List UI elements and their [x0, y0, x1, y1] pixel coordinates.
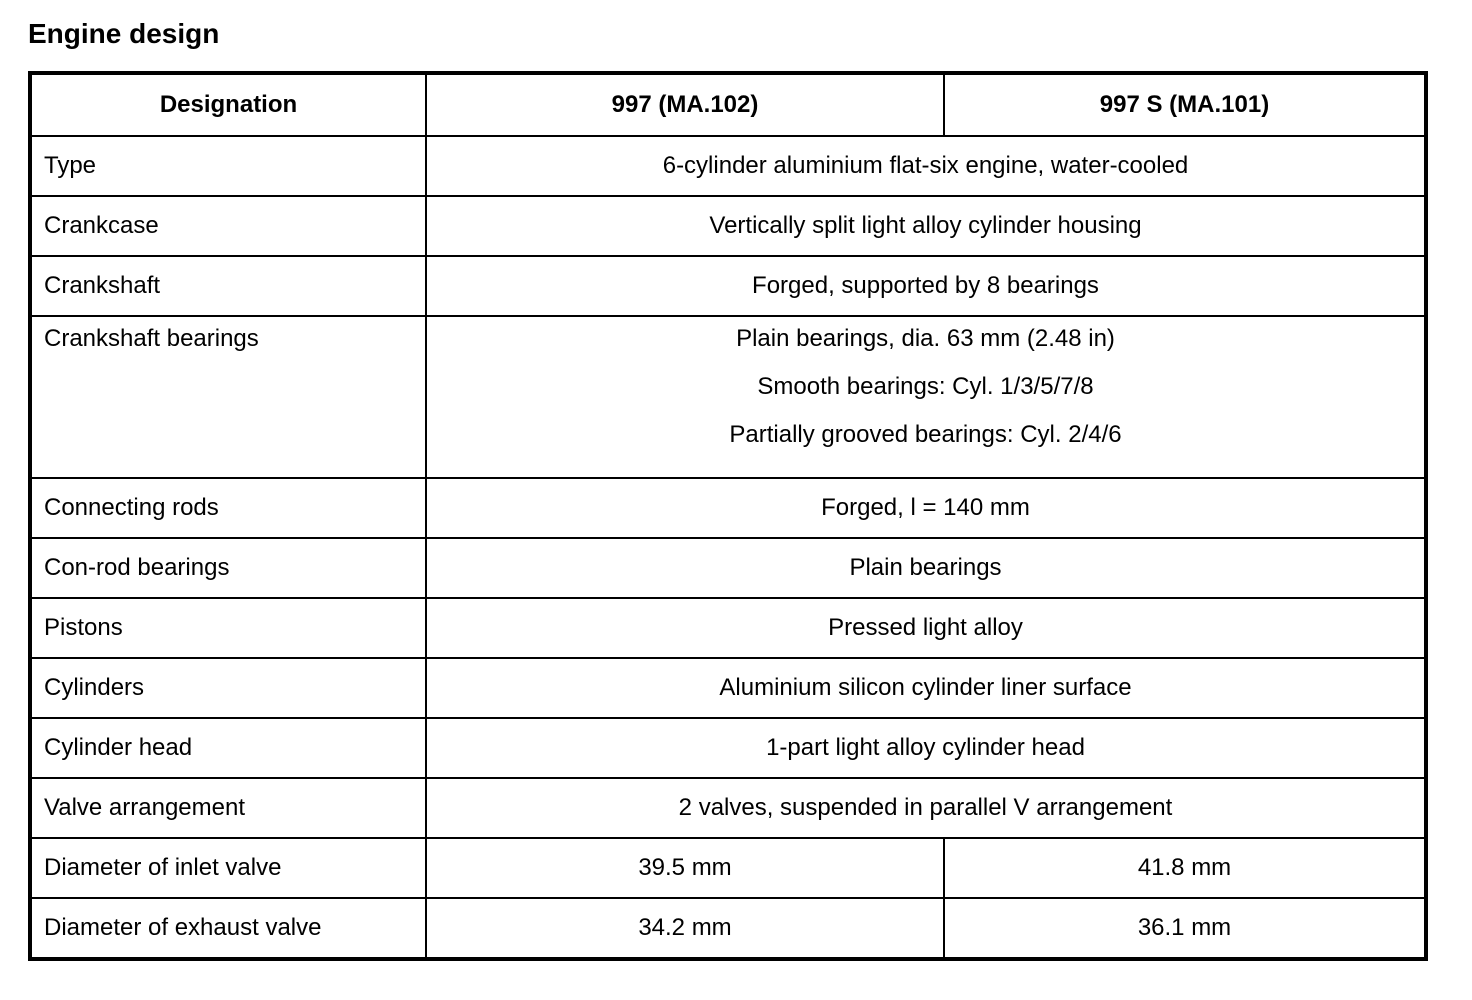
header-designation: Designation [30, 73, 426, 136]
table-row [30, 316, 1426, 478]
crankshaft-bearings-line-3: Partially grooved bearings: Cyl. 2/4/6 [729, 421, 1122, 448]
engine-design-table [28, 71, 1428, 961]
table-row [30, 478, 1426, 538]
table-row [30, 538, 1426, 598]
table-row [30, 898, 1426, 959]
row-label-exhaust-valve: Diameter of exhaust valve [30, 898, 426, 959]
row-value-exhaust-valve-ma101: 36.1 mm [944, 898, 1426, 959]
row-label-connecting-rods: Connecting rods [30, 478, 426, 538]
row-value-valve-arrangement: 2 valves, suspended in parallel V arrangement [426, 778, 1426, 838]
table-row [30, 658, 1426, 718]
header-ma101: 997 S (MA.101) [944, 73, 1426, 136]
row-label-conrod-bearings: Con-rod bearings [30, 538, 426, 598]
row-value-exhaust-valve-ma102: 34.2 mm [426, 898, 944, 959]
row-value-cylinders: Aluminium silicon cylinder liner surface [426, 658, 1426, 718]
row-value-inlet-valve-ma101: 41.8 mm [944, 838, 1426, 898]
row-label-valve-arrangement: Valve arrangement [30, 778, 426, 838]
table-row [30, 778, 1426, 838]
row-value-crankshaft-bearings [426, 316, 1426, 478]
row-label-crankshaft-bearings: Crankshaft bearings [30, 316, 426, 478]
table-row [30, 838, 1426, 898]
row-label-crankshaft: Crankshaft [30, 256, 426, 316]
page-title: Engine design [28, 18, 220, 49]
table-row [30, 136, 1426, 196]
row-label-cylinder-head: Cylinder head [30, 718, 426, 778]
table-header-row [30, 73, 1426, 136]
row-label-inlet-valve: Diameter of inlet valve [30, 838, 426, 898]
crankshaft-bearings-line-2: Smooth bearings: Cyl. 1/3/5/7/8 [757, 373, 1094, 400]
row-value-crankshaft: Forged, supported by 8 bearings [426, 256, 1426, 316]
row-value-type: 6-cylinder aluminium flat-six engine, water-cooled [426, 136, 1426, 196]
row-value-pistons: Pressed light alloy [426, 598, 1426, 658]
row-label-cylinders: Cylinders [30, 658, 426, 718]
row-label-type: Type [30, 136, 426, 196]
row-value-conrod-bearings: Plain bearings [426, 538, 1426, 598]
row-label-crankcase: Crankcase [30, 196, 426, 256]
table-row [30, 256, 1426, 316]
table-row [30, 598, 1426, 658]
table-row [30, 718, 1426, 778]
row-value-connecting-rods: Forged, l = 140 mm [426, 478, 1426, 538]
crankshaft-bearings-line-1: Plain bearings, dia. 63 mm (2.48 in) [736, 325, 1115, 352]
row-value-inlet-valve-ma102: 39.5 mm [426, 838, 944, 898]
header-ma102: 997 (MA.102) [426, 73, 944, 136]
row-value-cylinder-head: 1-part light alloy cylinder head [426, 718, 1426, 778]
row-value-crankcase: Vertically split light alloy cylinder housing [426, 196, 1426, 256]
table-row [30, 196, 1426, 256]
row-label-pistons: Pistons [30, 598, 426, 658]
